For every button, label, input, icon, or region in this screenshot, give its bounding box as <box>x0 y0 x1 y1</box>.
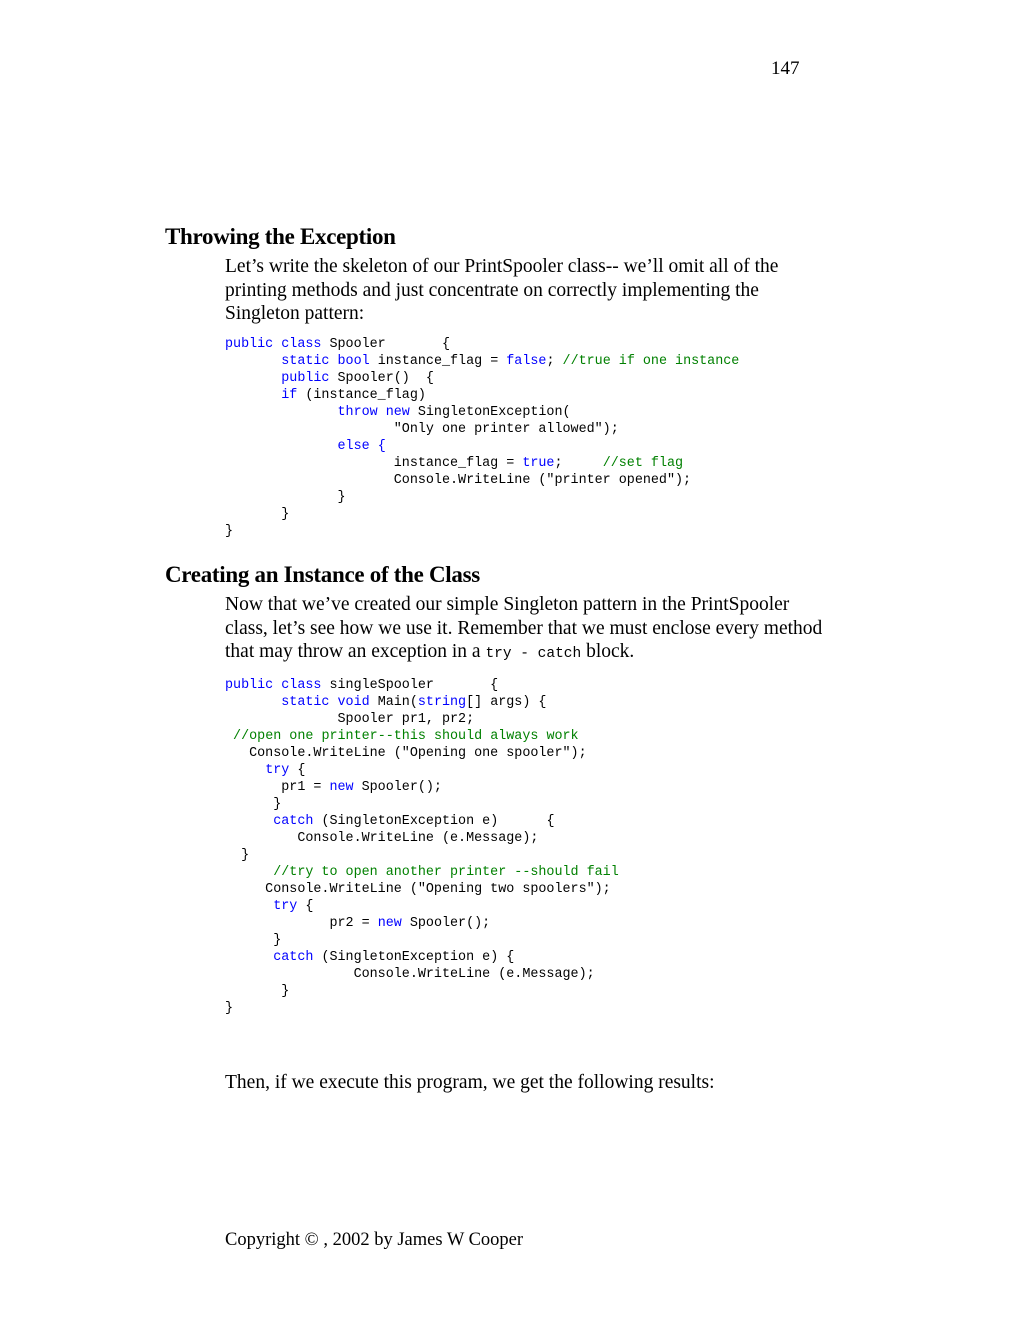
code-comment: //true if one instance <box>562 353 740 369</box>
code-line <box>225 797 281 812</box>
code-line <box>225 865 619 880</box>
code-text <box>225 763 265 778</box>
code-text: Spooler(); <box>401 915 491 931</box>
code-line <box>225 490 346 505</box>
code-line <box>225 371 434 386</box>
code-text <box>225 950 273 965</box>
code-text: { <box>289 762 306 778</box>
copyright-footer: Copyright © , 2002 by James W Cooper <box>225 1230 524 1250</box>
code-text: [] args) { <box>466 694 547 710</box>
code-keyword: try <box>265 762 290 778</box>
code-text <box>225 405 338 420</box>
code-line <box>225 984 289 999</box>
code-keyword: catch <box>273 949 314 965</box>
code-text: } <box>225 983 290 999</box>
code-text: (SingletonException e) { <box>313 949 515 965</box>
code-line <box>225 729 579 744</box>
code-text: Console.WriteLine (e.Message); <box>225 966 595 982</box>
code-line <box>225 712 474 727</box>
code-keyword: static bool <box>281 353 370 369</box>
code-line <box>225 695 546 710</box>
code-keyword: else <box>337 438 370 454</box>
code-text: Console.WriteLine ("Opening one spooler"); <box>225 745 587 761</box>
section-creating-instance <box>165 561 825 1017</box>
code-text: Spooler { <box>321 336 451 352</box>
code-text: (instance_flag) <box>297 387 426 403</box>
code-text: } <box>225 523 234 539</box>
code-line <box>225 746 587 761</box>
code-line <box>225 831 538 846</box>
code-line <box>225 422 619 437</box>
code-line <box>225 763 305 778</box>
code-text <box>225 865 273 880</box>
code-line <box>225 337 450 352</box>
code-text: instance_flag = <box>225 455 523 471</box>
page-number: 147 <box>771 58 800 79</box>
code-text: ; <box>546 353 563 369</box>
code-text <box>225 899 273 914</box>
code-text: } <box>225 796 282 812</box>
code-text <box>225 814 273 829</box>
code-keyword: true <box>522 455 555 471</box>
code-text <box>225 695 281 710</box>
code-line <box>225 354 739 369</box>
code-text: } <box>225 1000 234 1016</box>
code-text: Console.WriteLine ("Opening two spoolers"); <box>225 881 611 897</box>
section-throwing-exception <box>165 223 825 540</box>
code-text: } <box>225 506 290 522</box>
code-line <box>225 848 249 863</box>
section-heading: Throwing the Exception <box>165 224 396 249</box>
code-line <box>225 950 514 965</box>
code-text <box>225 371 281 386</box>
code-text: "Only one printer allowed"); <box>225 421 619 437</box>
section-paragraph <box>225 593 825 667</box>
code-text: Spooler pr1, pr2; <box>225 711 475 727</box>
code-text <box>225 354 281 369</box>
code-line <box>225 388 426 403</box>
closing-paragraph: Then, if we execute this program, we get the following results: <box>225 1072 715 1093</box>
code-text: ; <box>554 455 603 471</box>
code-text: Console.WriteLine ("printer opened"); <box>225 472 692 488</box>
code-line <box>225 967 595 982</box>
code-text: SingletonException( <box>409 404 571 420</box>
code-line <box>225 456 683 471</box>
code-text <box>225 388 281 403</box>
code-line <box>225 439 386 454</box>
code-line <box>225 507 289 522</box>
code-keyword: try <box>273 898 298 914</box>
code-text: pr2 = <box>225 915 378 931</box>
code-text: } <box>225 932 282 948</box>
code-text: } <box>225 847 250 863</box>
code-comment: //try to open another printer --should fail <box>273 864 619 880</box>
code-line <box>225 933 281 948</box>
code-text: Console.WriteLine (e.Message); <box>225 830 539 846</box>
code-text: { <box>297 898 314 914</box>
code-keyword: new <box>329 779 354 795</box>
code-keyword: if <box>281 387 298 403</box>
code-text: } <box>225 489 346 505</box>
code-text: Spooler(); <box>353 779 442 795</box>
code-comment: //open one printer--this should always work <box>233 728 579 744</box>
code-keyword: public class <box>225 336 322 352</box>
code-keyword: public <box>281 370 330 386</box>
paragraph-text: block. <box>586 641 635 662</box>
code-keyword: string <box>417 694 467 710</box>
code-line <box>225 780 442 795</box>
code-text: singleSpooler { <box>321 677 499 693</box>
code-block-spooler <box>225 336 825 540</box>
code-keyword: public class <box>225 677 322 693</box>
code-keyword: false <box>506 353 547 369</box>
code-line <box>225 916 490 931</box>
code-line <box>225 524 233 539</box>
code-line <box>225 899 313 914</box>
code-keyword: static void <box>281 694 370 710</box>
code-text: (SingletonException e) { <box>313 813 555 829</box>
code-keyword: new <box>377 915 402 931</box>
code-line <box>225 405 571 420</box>
code-comment: //set flag <box>602 455 684 471</box>
code-line <box>225 814 554 829</box>
code-block-single-spooler <box>225 677 825 1017</box>
paragraph-text: Now that we’ve created our simple Singleton pattern in the PrintSpooler class, let’s see how we use it. Remember that we must enclose every method that may throw an exception in a <box>225 594 823 662</box>
code-line <box>225 1001 233 1016</box>
code-line <box>225 473 691 488</box>
section-heading: Creating an Instance of the Class <box>165 562 480 587</box>
inline-code: try - catch <box>485 646 582 662</box>
code-keyword: catch <box>273 813 314 829</box>
code-keyword: throw new <box>337 404 410 420</box>
code-text: Main( <box>369 694 418 710</box>
section-paragraph: Let’s write the skeleton of our PrintSpooler class-- we’ll omit all of the printing methods and just concentrate on correctly implementing the Singleton pattern: <box>225 256 779 324</box>
code-text: pr1 = <box>225 779 330 795</box>
code-text: Spooler() { <box>329 370 434 386</box>
code-line <box>225 678 498 693</box>
code-line <box>225 882 611 897</box>
code-keyword: { <box>369 438 386 454</box>
code-text <box>225 729 233 744</box>
code-text: instance_flag = <box>369 353 507 369</box>
code-text <box>225 439 338 454</box>
